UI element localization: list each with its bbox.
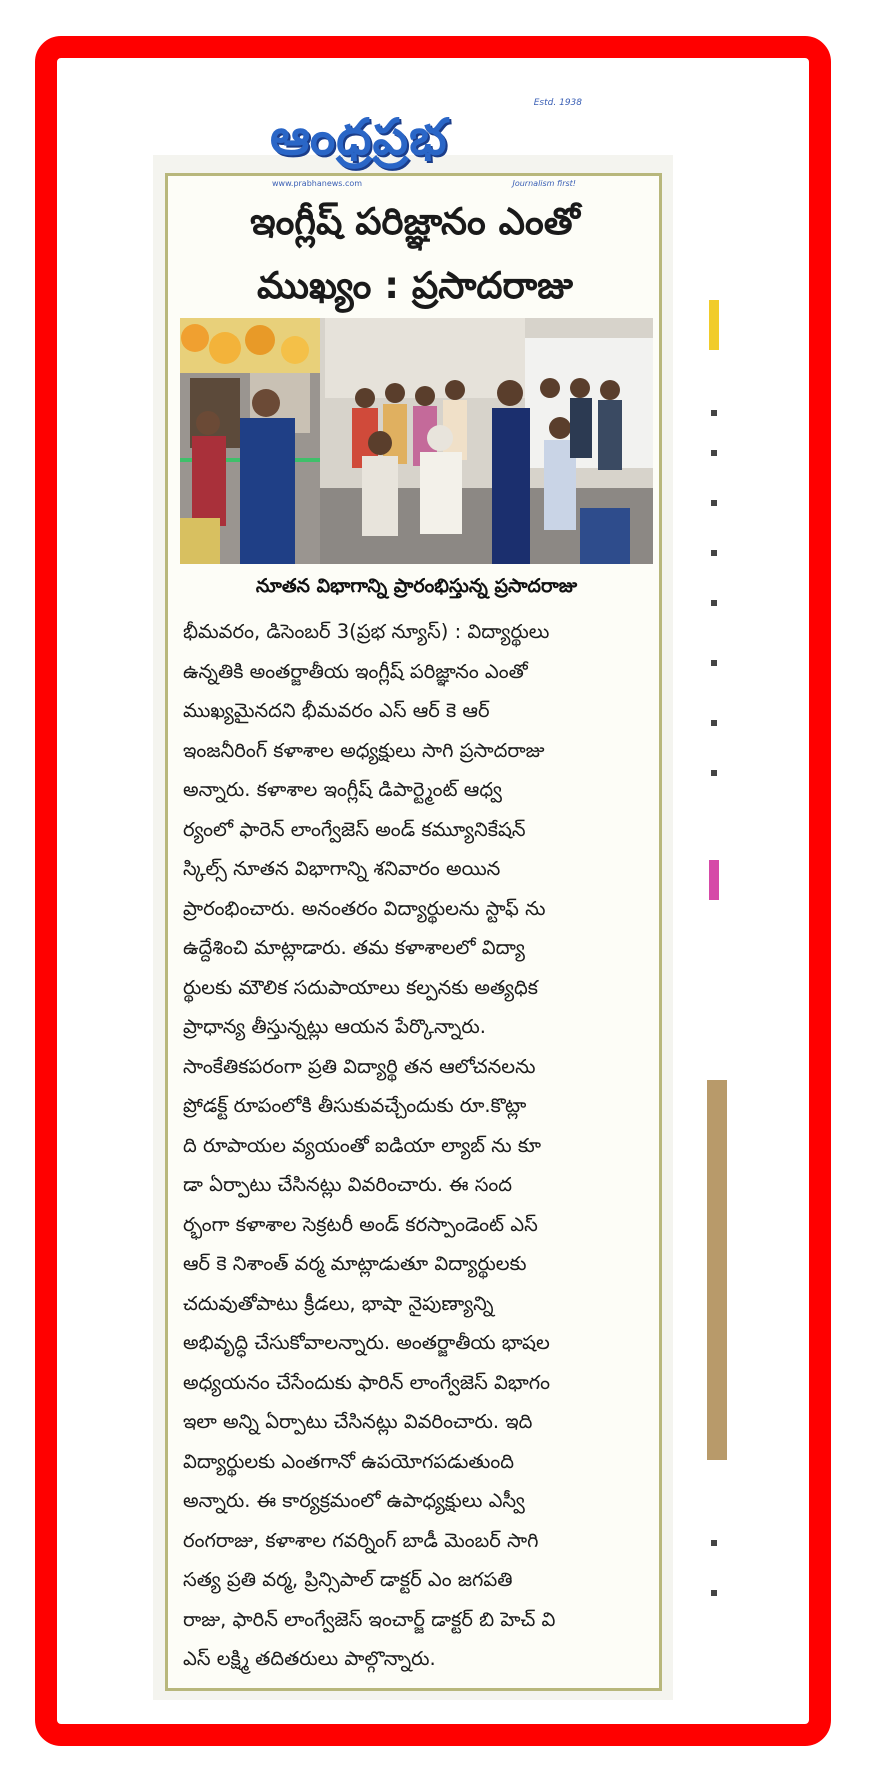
body-line: భీమవరం, డిసెంబర్ 3(ప్రభ న్యూస్) : విద్యార్థులు — [183, 620, 550, 643]
adjacent-column-edge — [707, 290, 727, 1690]
body-line: ప్రాధాన్య తీస్తున్నట్లు ఆయన పేర్కొన్నారు. — [183, 1015, 486, 1038]
article-headline — [175, 190, 655, 318]
body-line: అన్నారు. కళాశాల ఇంగ్లీష్ డిపార్ట్మెంట్ ఆధ్వ — [183, 778, 502, 801]
body-line: అన్నారు. ఈ కార్యక్రమంలో ఉపాధ్యక్షులు ఎస్వీ — [183, 1489, 525, 1512]
event-photo-illustration — [180, 318, 653, 564]
body-line: ర్భంగా కళాశాల సెక్రటరీ అండ్ కరస్పాండెంట్ ఎస్ — [183, 1212, 538, 1236]
article-body — [183, 612, 653, 1679]
body-line: సాంకేతికపరంగా ప్రతి విద్యార్థి తన ఆలోచనలను — [183, 1054, 536, 1078]
body-line: అధ్యయనం చేసేందుకు ఫారిన్ లాంగ్వేజెస్ విభాగం — [183, 1370, 551, 1394]
body-line: ర్థులకు మౌలిక సదుపాయాలు కల్పనకు అత్యధిక — [183, 975, 538, 999]
masthead-name: ఆంధ్రప్రభ — [270, 108, 448, 166]
body-line: సత్య ప్రతి వర్మ, ప్రిన్సిపాల్ డాక్టర్ ఎం జగపతి — [183, 1568, 513, 1591]
body-line: రంగరాజు, కళాశాల గవర్నింగ్ బాడీ మెంబర్ సాగి — [183, 1528, 539, 1552]
body-line: ఉద్దేశించి మాట్లాడారు. తమ కళాశాలలో విద్యా — [183, 936, 525, 959]
headline-line-1: ఇంగ్లీష్ పరిజ్ఞానం ఎంతో — [250, 200, 580, 243]
body-line: డా ఏర్పాటు చేసినట్లు వివరించారు. ఈ సంద — [183, 1173, 513, 1196]
body-line: ఎస్ లక్ష్మి తదితరులు పాల్గొన్నారు. — [183, 1647, 436, 1670]
headline-line-2: ముఖ్యం : ప్రసాదరాజు — [257, 264, 573, 307]
body-line: అభివృద్ధి చేసుకోవాలన్నారు. అంతర్జాతీయ భాషల — [183, 1331, 550, 1354]
body-line: విద్యార్థులకు ఎంతగానో ఉపయోగపడుతుంది — [183, 1449, 514, 1473]
masthead-logo — [260, 98, 590, 190]
masthead-established: Estd. 1938 — [533, 98, 582, 108]
body-line: ఇలా అన్ని ఏర్పాటు చేసినట్లు వివరించారు. ఇది — [183, 1410, 533, 1433]
body-line: ర్యంలో ఫారెన్ లాంగ్వేజెస్ అండ్ కమ్యూనికేషన్ — [183, 817, 526, 841]
masthead-website: www.prabhanews.com — [272, 179, 363, 188]
masthead-tagline: Journalism first! — [512, 179, 576, 188]
body-line: ప్రోడక్ట్ రూపంలోకి తీసుకువచ్చేందుకు రూ.కొట్లా — [183, 1094, 527, 1117]
event-photo — [180, 318, 653, 564]
body-line: రాజు, ఫారిన్ లాంగ్వేజెస్ ఇంచార్జ్ డాక్టర్ బి హెచ్ వి — [183, 1607, 556, 1631]
body-line: చదువుతోపాటు క్రీడలు, భాషా నైపుణ్యాన్ని — [183, 1291, 494, 1315]
body-line: ది రూపాయల వ్యయంతో ఐడియా ల్యాబ్ ను కూ — [183, 1133, 542, 1157]
photo-caption: నూతన విభాగాన్ని ప్రారంభిస్తున్న ప్రసాదరాజు — [255, 575, 578, 597]
body-line: ఇంజనీరింగ్ కళాశాల అధ్యక్షులు సాగి ప్రసాదరాజు — [183, 738, 545, 762]
body-line: ఉన్నతికి అంతర్జాతీయ ఇంగ్లీష్ పరిజ్ఞానం ఎంతో — [183, 659, 528, 683]
body-line: ఆర్ కె నిశాంత్ వర్మ మాట్లాడుతూ విద్యార్థులకు — [183, 1252, 527, 1275]
body-line: ప్రారంభించారు. అనంతరం విద్యార్థులను స్టాఫ్ ను — [183, 896, 546, 920]
body-line: స్కిల్స్ నూతన విభాగాన్ని శనివారం అయిన — [183, 857, 501, 880]
body-line: ముఖ్యమైనదని భీమవరం ఎస్ ఆర్ కె ఆర్ — [183, 699, 490, 722]
